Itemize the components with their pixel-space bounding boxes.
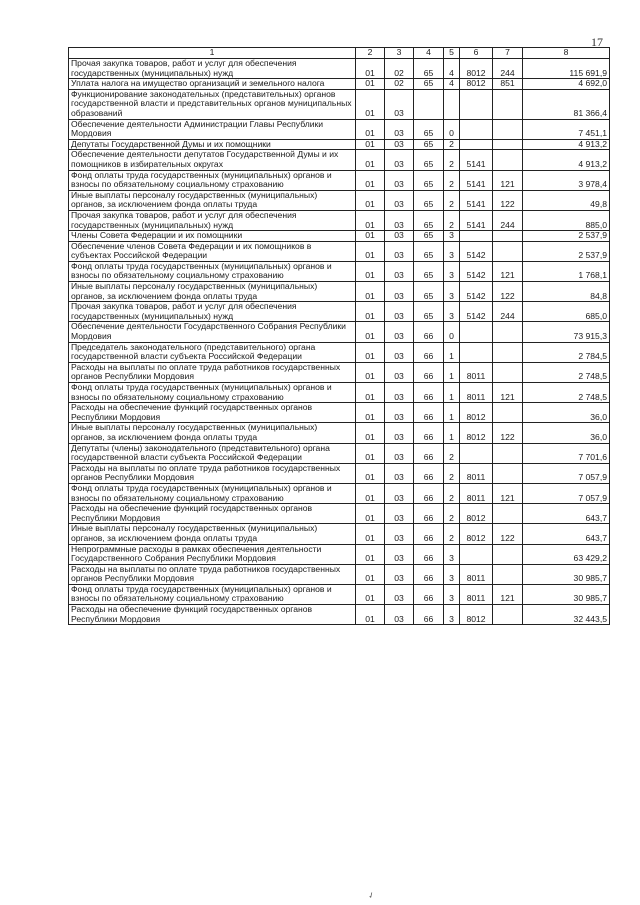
code-col-3: 03 (385, 584, 414, 604)
code-col-2: 01 (356, 403, 385, 423)
code-col-5: 1 (444, 423, 460, 443)
code-col-6 (460, 119, 493, 139)
code-col-3: 03 (385, 463, 414, 483)
code-col-4: 66 (414, 423, 444, 443)
table-row (69, 584, 610, 604)
code-col-4: 66 (414, 483, 444, 503)
code-col-2: 01 (356, 170, 385, 190)
code-col-4: 66 (414, 342, 444, 362)
code-col-3: 02 (385, 59, 414, 79)
code-col-5: 4 (444, 59, 460, 79)
code-col-5: 3 (444, 231, 460, 242)
code-col-2: 01 (356, 210, 385, 230)
code-col-7 (493, 150, 523, 170)
amount-cell: 32 443,5 (523, 605, 610, 625)
amount-cell: 7 701,6 (523, 443, 610, 463)
row-name-cell: Обеспечение деятельности депутатов Государственной Думы и их помощников в избирательных округах (69, 150, 356, 170)
code-col-3: 03 (385, 119, 414, 139)
code-col-5: 2 (444, 443, 460, 463)
code-col-5: 2 (444, 190, 460, 210)
code-col-3: 03 (385, 261, 414, 281)
code-col-4: 65 (414, 302, 444, 322)
code-col-6: 5141 (460, 210, 493, 230)
row-name-cell: Фонд оплаты труда государственных (муниципальных) органов и взносы по обязательному социальному страхованию (69, 170, 356, 190)
table-row (69, 564, 610, 584)
code-col-3: 03 (385, 89, 414, 119)
code-col-6: 8012 (460, 403, 493, 423)
amount-cell: 2 537,9 (523, 241, 610, 261)
code-col-7 (493, 89, 523, 119)
header-col-8: 8 (523, 48, 610, 59)
header-col-7: 7 (493, 48, 523, 59)
code-col-2: 01 (356, 119, 385, 139)
code-col-2: 01 (356, 190, 385, 210)
amount-cell: 73 915,3 (523, 322, 610, 342)
amount-cell: 3 978,4 (523, 170, 610, 190)
row-name-cell: Уплата налога на имущество организаций и земельного налога (69, 79, 356, 90)
row-name-cell: Непрограммные расходы в рамках обеспечения деятельности Государственного Собрания Республики Мордовия (69, 544, 356, 564)
table-row (69, 524, 610, 544)
code-col-4: 65 (414, 231, 444, 242)
code-col-3: 03 (385, 443, 414, 463)
amount-cell: 36,0 (523, 403, 610, 423)
table-row (69, 79, 610, 90)
code-col-4: 65 (414, 139, 444, 150)
code-col-6: 8012 (460, 423, 493, 443)
code-col-3: 03 (385, 322, 414, 342)
amount-cell: 81 366,4 (523, 89, 610, 119)
table-row (69, 463, 610, 483)
code-col-6 (460, 322, 493, 342)
code-col-3: 03 (385, 524, 414, 544)
table-row (69, 483, 610, 503)
amount-cell: 115 691,9 (523, 59, 610, 79)
code-col-5: 2 (444, 139, 460, 150)
row-name-cell: Иные выплаты персоналу государственных (муниципальных) органов, за исключением фонда оплаты труда (69, 190, 356, 210)
page-number: 17 (591, 35, 603, 49)
code-col-6: 8012 (460, 524, 493, 544)
code-col-7: 122 (493, 190, 523, 210)
code-col-2: 01 (356, 564, 385, 584)
code-col-6: 5141 (460, 170, 493, 190)
row-name-cell: Расходы на обеспечение функций государственных органов Республики Мордовия (69, 605, 356, 625)
code-col-7: 121 (493, 383, 523, 403)
code-col-6: 8012 (460, 605, 493, 625)
code-col-3: 03 (385, 403, 414, 423)
code-col-5: 2 (444, 170, 460, 190)
code-col-5: 3 (444, 261, 460, 281)
amount-cell: 2 784,5 (523, 342, 610, 362)
code-col-5: 1 (444, 342, 460, 362)
table-row (69, 342, 610, 362)
code-col-3: 03 (385, 150, 414, 170)
amount-cell: 49,8 (523, 190, 610, 210)
code-col-7 (493, 322, 523, 342)
row-name-cell: Обеспечение деятельности Государственного Собрания Республики Мордовия (69, 322, 356, 342)
table-row (69, 302, 610, 322)
code-col-4: 65 (414, 190, 444, 210)
code-col-3: 03 (385, 210, 414, 230)
code-col-2: 01 (356, 59, 385, 79)
code-col-7: 851 (493, 79, 523, 90)
header-col-3: 3 (385, 48, 414, 59)
code-col-7: 244 (493, 59, 523, 79)
code-col-7 (493, 564, 523, 584)
amount-cell: 4 913,2 (523, 150, 610, 170)
code-col-5: 0 (444, 322, 460, 342)
code-col-4: 66 (414, 584, 444, 604)
row-name-cell: Обеспечение членов Совета Федерации и их помощников в субъектах Российской Федерации (69, 241, 356, 261)
code-col-2: 01 (356, 463, 385, 483)
code-col-4: 65 (414, 79, 444, 90)
table-row (69, 403, 610, 423)
table-row (69, 443, 610, 463)
code-col-4: 65 (414, 241, 444, 261)
budget-table (68, 47, 610, 625)
code-col-3: 03 (385, 483, 414, 503)
code-col-6: 8012 (460, 79, 493, 90)
amount-cell: 7 451,1 (523, 119, 610, 139)
code-col-5: 2 (444, 524, 460, 544)
code-col-6: 5141 (460, 150, 493, 170)
code-col-2: 01 (356, 261, 385, 281)
code-col-5: 3 (444, 584, 460, 604)
code-col-6: 8011 (460, 483, 493, 503)
code-col-2: 01 (356, 302, 385, 322)
code-col-6 (460, 89, 493, 119)
code-col-6 (460, 443, 493, 463)
code-col-7 (493, 241, 523, 261)
code-col-3: 03 (385, 241, 414, 261)
amount-cell: 4 913,2 (523, 139, 610, 150)
table-row (69, 139, 610, 150)
amount-cell: 2 537,9 (523, 231, 610, 242)
row-name-cell: Фонд оплаты труда государственных (муниципальных) органов и взносы по обязательному социальному страхованию (69, 483, 356, 503)
amount-cell: 36,0 (523, 423, 610, 443)
code-col-2: 01 (356, 383, 385, 403)
code-col-5: 1 (444, 362, 460, 382)
code-col-4: 65 (414, 150, 444, 170)
code-col-5: 3 (444, 564, 460, 584)
code-col-7: 121 (493, 584, 523, 604)
table-row (69, 119, 610, 139)
header-col-1: 1 (69, 48, 356, 59)
code-col-4: 66 (414, 504, 444, 524)
code-col-2: 01 (356, 483, 385, 503)
row-name-cell: Прочая закупка товаров, работ и услуг для обеспечения государственных (муниципальных) нужд (69, 210, 356, 230)
code-col-4: 66 (414, 544, 444, 564)
code-col-4: 66 (414, 383, 444, 403)
table-header-row (69, 48, 610, 59)
table-row (69, 282, 610, 302)
row-name-cell: Члены Совета Федерации и их помощники (69, 231, 356, 242)
code-col-6 (460, 139, 493, 150)
row-name-cell: Депутаты Государственной Думы и их помощники (69, 139, 356, 150)
row-name-cell: Иные выплаты персоналу государственных (муниципальных) органов, за исключением фонда оплаты труда (69, 524, 356, 544)
code-col-6: 5142 (460, 261, 493, 281)
header-col-4: 4 (414, 48, 444, 59)
code-col-5: 3 (444, 241, 460, 261)
code-col-3: 03 (385, 302, 414, 322)
amount-cell: 30 985,7 (523, 584, 610, 604)
code-col-2: 01 (356, 150, 385, 170)
code-col-6: 8011 (460, 463, 493, 483)
amount-cell: 7 057,9 (523, 463, 610, 483)
code-col-5: 3 (444, 605, 460, 625)
row-name-cell: Прочая закупка товаров, работ и услуг для обеспечения государственных (муниципальных) нужд (69, 302, 356, 322)
code-col-6: 8011 (460, 584, 493, 604)
table-row (69, 190, 610, 210)
code-col-7 (493, 443, 523, 463)
row-name-cell: Фонд оплаты труда государственных (муниципальных) органов и взносы по обязательному социальному страхованию (69, 383, 356, 403)
code-col-3: 03 (385, 362, 414, 382)
code-col-6: 8012 (460, 504, 493, 524)
table-row (69, 383, 610, 403)
code-col-7 (493, 605, 523, 625)
code-col-5: 0 (444, 119, 460, 139)
header-col-5: 5 (444, 48, 460, 59)
amount-cell: 30 985,7 (523, 564, 610, 584)
code-col-4: 65 (414, 59, 444, 79)
table-row (69, 59, 610, 79)
table-row (69, 544, 610, 564)
code-col-6: 5141 (460, 190, 493, 210)
row-name-cell: Обеспечение деятельности Администрации Главы Республики Мордовия (69, 119, 356, 139)
code-col-3: 03 (385, 231, 414, 242)
code-col-5: 3 (444, 544, 460, 564)
row-name-cell: Иные выплаты персоналу государственных (муниципальных) органов, за исключением фонда оплаты труда (69, 423, 356, 443)
table-row (69, 504, 610, 524)
row-name-cell: Функционирование законодательных (представительных) органов государственной власти и представительных органов муниципальных образований (69, 89, 356, 119)
code-col-2: 01 (356, 282, 385, 302)
code-col-6 (460, 544, 493, 564)
code-col-7 (493, 231, 523, 242)
code-col-2: 01 (356, 423, 385, 443)
table-row (69, 150, 610, 170)
code-col-6: 8011 (460, 383, 493, 403)
code-col-7 (493, 463, 523, 483)
code-col-7 (493, 342, 523, 362)
code-col-7 (493, 544, 523, 564)
code-col-3: 03 (385, 564, 414, 584)
row-name-cell: Иные выплаты персоналу государственных (муниципальных) органов, за исключением фонда оплаты труда (69, 282, 356, 302)
code-col-5: 1 (444, 383, 460, 403)
code-col-3: 03 (385, 190, 414, 210)
code-col-5: 2 (444, 210, 460, 230)
code-col-4 (414, 89, 444, 119)
amount-cell: 885,0 (523, 210, 610, 230)
code-col-2: 01 (356, 322, 385, 342)
code-col-7: 122 (493, 524, 523, 544)
code-col-2: 01 (356, 139, 385, 150)
code-col-6: 8011 (460, 362, 493, 382)
code-col-4: 66 (414, 362, 444, 382)
code-col-5 (444, 89, 460, 119)
code-col-6: 5142 (460, 282, 493, 302)
code-col-2: 01 (356, 544, 385, 564)
amount-cell: 7 057,9 (523, 483, 610, 503)
header-col-2: 2 (356, 48, 385, 59)
row-name-cell: Расходы на выплаты по оплате труда работников государственных органов Республики Мордовия (69, 362, 356, 382)
code-col-2: 01 (356, 584, 385, 604)
code-col-7 (493, 362, 523, 382)
table-row (69, 605, 610, 625)
code-col-4: 66 (414, 403, 444, 423)
code-col-2: 01 (356, 504, 385, 524)
code-col-7 (493, 139, 523, 150)
code-col-5: 2 (444, 504, 460, 524)
code-col-3: 02 (385, 79, 414, 90)
row-name-cell: Расходы на обеспечение функций государственных органов Республики Мордовия (69, 403, 356, 423)
code-col-6: 8012 (460, 59, 493, 79)
code-col-6 (460, 342, 493, 362)
code-col-4: 66 (414, 322, 444, 342)
pen-mark: ✓ (366, 890, 377, 901)
code-col-3: 03 (385, 139, 414, 150)
code-col-7: 244 (493, 210, 523, 230)
row-name-cell: Расходы на выплаты по оплате труда работников государственных органов Республики Мордовия (69, 564, 356, 584)
code-col-7: 121 (493, 170, 523, 190)
amount-cell: 643,7 (523, 504, 610, 524)
table-row (69, 241, 610, 261)
code-col-4: 66 (414, 524, 444, 544)
code-col-3: 03 (385, 605, 414, 625)
code-col-4: 65 (414, 282, 444, 302)
code-col-5: 4 (444, 79, 460, 90)
code-col-5: 3 (444, 282, 460, 302)
code-col-3: 03 (385, 170, 414, 190)
amount-cell: 685,0 (523, 302, 610, 322)
code-col-5: 3 (444, 302, 460, 322)
table-row (69, 362, 610, 382)
code-col-2: 01 (356, 342, 385, 362)
code-col-3: 03 (385, 282, 414, 302)
code-col-4: 65 (414, 210, 444, 230)
code-col-4: 66 (414, 605, 444, 625)
code-col-2: 01 (356, 443, 385, 463)
code-col-4: 66 (414, 463, 444, 483)
code-col-5: 2 (444, 463, 460, 483)
code-col-7: 244 (493, 302, 523, 322)
row-name-cell: Фонд оплаты труда государственных (муниципальных) органов и взносы по обязательному социальному страхованию (69, 584, 356, 604)
code-col-4: 65 (414, 170, 444, 190)
code-col-2: 01 (356, 524, 385, 544)
table-row (69, 261, 610, 281)
table-row (69, 231, 610, 242)
code-col-3: 03 (385, 383, 414, 403)
table-row (69, 210, 610, 230)
table-row (69, 89, 610, 119)
code-col-6 (460, 231, 493, 242)
code-col-5: 2 (444, 150, 460, 170)
row-name-cell: Председатель законодательного (представительного) органа государственной власти субъекта Российской Федерации (69, 342, 356, 362)
code-col-4: 66 (414, 443, 444, 463)
code-col-6: 8011 (460, 564, 493, 584)
code-col-7 (493, 504, 523, 524)
code-col-3: 03 (385, 423, 414, 443)
table-row (69, 170, 610, 190)
row-name-cell: Расходы на выплаты по оплате труда работников государственных органов Республики Мордовия (69, 463, 356, 483)
amount-cell: 84,8 (523, 282, 610, 302)
code-col-7 (493, 403, 523, 423)
code-col-3: 03 (385, 544, 414, 564)
code-col-2: 01 (356, 605, 385, 625)
table-row (69, 322, 610, 342)
code-col-7: 122 (493, 282, 523, 302)
code-col-2: 01 (356, 79, 385, 90)
code-col-3: 03 (385, 342, 414, 362)
code-col-6: 5142 (460, 241, 493, 261)
header-col-6: 6 (460, 48, 493, 59)
code-col-7: 122 (493, 423, 523, 443)
code-col-4: 65 (414, 261, 444, 281)
amount-cell: 1 768,1 (523, 261, 610, 281)
amount-cell: 4 692,0 (523, 79, 610, 90)
code-col-4: 65 (414, 119, 444, 139)
code-col-4: 66 (414, 564, 444, 584)
code-col-2: 01 (356, 362, 385, 382)
row-name-cell: Депутаты (члены) законодательного (представительного) органа государственной власти субъекта Российской Федерации (69, 443, 356, 463)
code-col-2: 01 (356, 89, 385, 119)
code-col-6: 5142 (460, 302, 493, 322)
amount-cell: 643,7 (523, 524, 610, 544)
amount-cell: 63 429,2 (523, 544, 610, 564)
row-name-cell: Расходы на обеспечение функций государственных органов Республики Мордовия (69, 504, 356, 524)
code-col-7 (493, 119, 523, 139)
amount-cell: 2 748,5 (523, 362, 610, 382)
table-row (69, 423, 610, 443)
code-col-3: 03 (385, 504, 414, 524)
code-col-7: 121 (493, 261, 523, 281)
code-col-5: 1 (444, 403, 460, 423)
table-body (69, 59, 610, 625)
code-col-7: 121 (493, 483, 523, 503)
code-col-2: 01 (356, 241, 385, 261)
amount-cell: 2 748,5 (523, 383, 610, 403)
row-name-cell: Прочая закупка товаров, работ и услуг для обеспечения государственных (муниципальных) нужд (69, 59, 356, 79)
code-col-5: 2 (444, 483, 460, 503)
row-name-cell: Фонд оплаты труда государственных (муниципальных) органов и взносы по обязательному социальному страхованию (69, 261, 356, 281)
code-col-2: 01 (356, 231, 385, 242)
